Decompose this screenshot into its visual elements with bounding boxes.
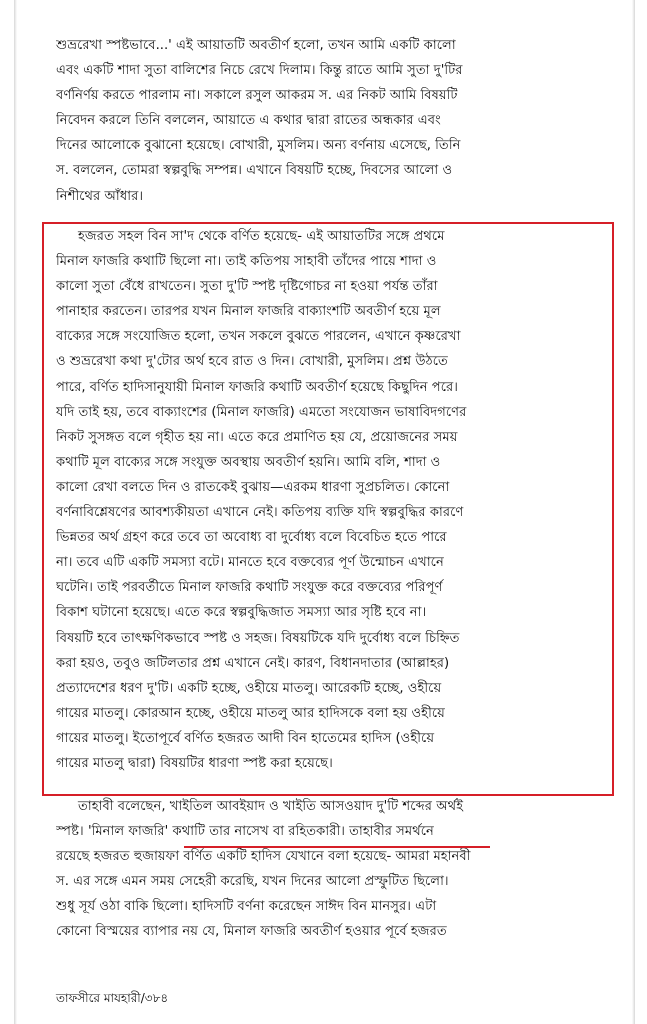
text-line: বাক্যের সঙ্গে সংযোজিত হলো, তখন সকলে বুঝতে পারলেন, এখানে কৃষ্ণরেখা: [56, 329, 461, 345]
text-line: প্রত্যাদেশের ধরণ দু'টি। একটি হচ্ছে, ওহীয়ে মাতলু। আরেকটি হচ্ছে, ওহীয়ে: [56, 680, 442, 696]
text-line: দিনের আলোকে বুঝানো হয়েছে। বোখারী, মুসলিম। অন্য বর্ণনায় এসেছে, তিনি: [56, 138, 461, 154]
text-line: বর্ণনির্ণয় করতে পারলাম না। সকালে রসুল আকরম স. এর নিকট আমি বিষয়টি: [56, 88, 458, 104]
text-line: হজরত সহল বিন সা'দ থেকে বর্ণিত হয়েছে- এই আয়াতটির সঙ্গে প্রথমে: [78, 229, 445, 244]
page-edge-right: [632, 0, 635, 1024]
text-line: শুভ্ররেখা স্পষ্টভাবে...' এই আয়াতটি অবতীর্ণ হলো, তখন আমি একটি কালো: [56, 38, 456, 53]
paragraph-highlighted: [56, 224, 591, 776]
text-line: কথাটি মূল বাক্যের সঙ্গে সংযুক্ত অবস্থায় অবতীর্ণ হয়নি। আমি বলি, শাদা ও: [56, 454, 441, 470]
text-line: গায়ের মাতলু। কোরআন হচ্ছে, ওহীয়ে মাতলু আর হাদিসকে বলা হয় ওহীয়ে: [56, 705, 445, 721]
text-line: এবং একটি শাদা সুতা বালিশের নিচে রেখে দিলাম। কিন্তু রাতে আমি সুতা দু'টির: [56, 63, 463, 79]
text-line: নিকট সুসঙ্গত বলে গৃহীত হয় না। এতে করে প্রমাণিত হয় যে, প্রয়োজনের সময়: [56, 429, 458, 445]
page-footer: তাফসীরে মাযহারী/৩৮৪: [56, 991, 169, 1005]
red-underline-mark: [184, 846, 490, 848]
text-line: বর্ণনাবিশ্লেষণের আবশ্যকীয়তা এখানে নেই। কতিপয় ব্যক্তি যদি স্বল্পবুদ্ধির কারণে: [56, 505, 464, 521]
text-line: ও শুভ্ররেখা কথা দু'টোর অর্থ হবে রাত ও দিন। বোখারী, মুসলিম। প্রশ্ন উঠতে: [56, 354, 448, 370]
paragraph-bottom: [56, 794, 591, 945]
text-line: গায়ের মাতলু দ্বারা) বিষয়টির ধারণা স্পষ্ট করা হয়েছে।: [56, 755, 333, 771]
text-line: স. বললেন, তোমরা স্বল্পবুদ্ধি সম্পন্ন। এখানে বিষয়টি হচ্ছে, দিবসের আলো ও: [56, 163, 453, 179]
text-line: যদি তাই হয়, তবে বাক্যাংশের (মিনাল ফাজরি) এমতো সংযোজন ভাষাবিদগণের: [56, 404, 467, 420]
text-line: কালো রেখা বলতে দিন ও রাতকেই বুঝায়—এরকম ধারণা সুপ্রচলিত। কোনো: [56, 479, 450, 495]
text-line: করা হয়ও, তবুও জটিলতার প্রশ্ন এখানে নেই। কারণ, বিধানদাতার (আল্লাহর): [56, 655, 450, 671]
text-line: রয়েছে হজরত হুজায়ফা বর্ণিত একটি হাদিস যেখানে বলা হয়েছে- আমরা মহানবী: [56, 849, 471, 865]
text-line: নিবেদন করলে তিনি বললেন, আয়াতে এ কথার দ্বারা রাতের অন্ধকার এবং: [56, 113, 441, 129]
text-line: স্পষ্ট। 'মিনাল ফাজরি' কথাটি তার নাসেখ বা রহিতকারী। তাহাবীর সমর্থনে: [56, 824, 434, 840]
paragraph-top: [56, 33, 591, 209]
text-line: বিষয়টি হবে তাৎক্ষণিকভাবে স্পষ্ট ও সহজ। বিষয়টিকে যদি দুর্বোধ্য বলে চিহ্নিত: [56, 630, 460, 646]
text-line: কোনো বিস্ময়ের ব্যাপার নয় যে, মিনাল ফাজরি অবতীর্ণ হওয়ার পূর্বে হজরত: [56, 924, 447, 940]
text-line: ঘটেনি। তাই পরবর্তীতে মিনাল ফাজরি কথাটি সংযুক্ত করে বক্তব্যের পরিপূর্ণ: [56, 580, 443, 596]
page-edge-left: [14, 0, 17, 1024]
text-line: শুধু সূর্য ওঠা বাকি ছিলো। হাদিসটি বর্ণনা করেছেন সাঈদ বিন মানসুর। এটা: [56, 899, 437, 915]
text-line: তাহাবী বলেছেন, খাইতিল আবইয়াদ ও খাইতি আসওয়াদ দু'টি শব্দের অর্থই: [78, 799, 464, 814]
text-line: মিনাল ফাজরি কথাটি ছিলো না। তাই কতিপয় সাহাবী তাঁদের পায়ে শাদা ও: [56, 254, 437, 270]
text-line: স. এর সঙ্গে এমন সময় সেহেরী করেছি, যখন দিনের আলো প্রস্ফুটিত ছিলো।: [56, 874, 449, 890]
text-line: গায়ের মাতলু। ইতোপূর্বে বর্ণিত হজরত আদী বিন হাতেমের হাদিস (ওহীয়ে: [56, 730, 435, 746]
text-line: না। তবে এটি একটি সমস্যা বটে। মানতে হবে বক্তব্যের পূর্ণ উন্মোচন এখানে: [56, 555, 444, 571]
text-line: ভিন্নতর অর্থ গ্রহণ করে তবে তা অবোধ্য বা দুর্বোধ্য বলে বিবেচিত হতে পারে: [56, 530, 447, 546]
text-line: পানাহার করতেন। তারপর যখন মিনাল ফাজরি বাক্যাংশটি অবতীর্ণ হয়ে মূল: [56, 304, 441, 320]
text-line: পারে, বর্ণিত হাদিসানুযায়ী মিনাল ফাজরি কথাটি অবতীর্ণ হয়েছে কিছুদিন পরে।: [56, 379, 458, 395]
text-line: নিশীথের আঁধার।: [56, 188, 144, 204]
text-line: কালো সুতা বেঁধে রাখতেন। সুতা দু'টি স্পষ্ট দৃষ্টিগোচর না হওয়া পর্যন্ত তাঁরা: [56, 279, 438, 295]
text-line: বিকাশ ঘটানো হয়েছে। এতে করে স্বল্পবুদ্ধিজাত সমস্যা আর সৃষ্টি হবে না।: [56, 605, 427, 621]
